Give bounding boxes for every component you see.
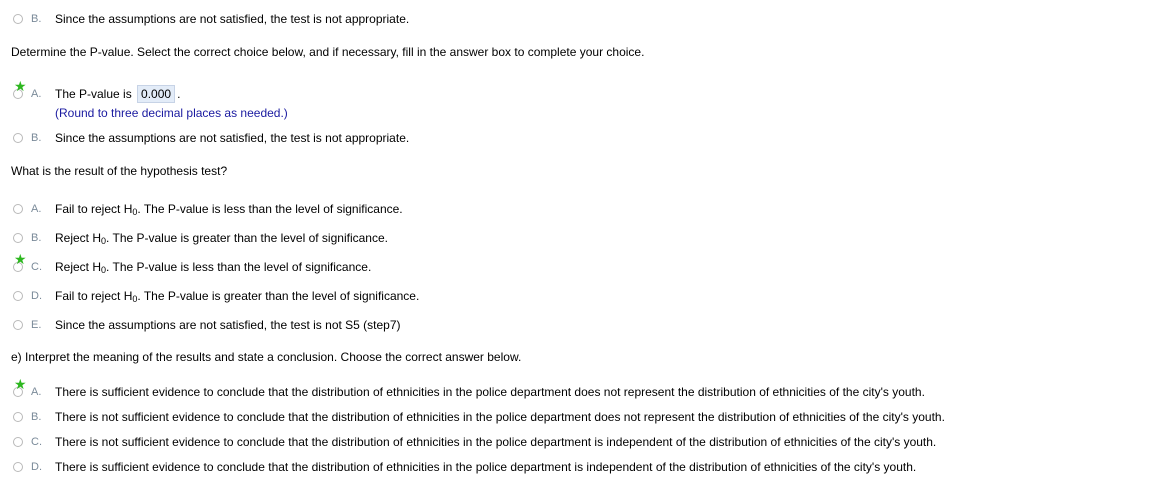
star-icon: ★ xyxy=(14,251,27,267)
choice-text-after: . xyxy=(177,87,181,101)
choice-letter: D. xyxy=(31,290,42,302)
radio-icon[interactable] xyxy=(13,412,23,422)
question-prompt: e) Interpret the meaning of the results and state a conclusion. Choose the correct answer below. xyxy=(11,350,522,364)
choice-text: There is sufficient evidence to conclude that the distribution of ethnicities in the police department is independent of the distribution of ethnicities of the city's youth. xyxy=(55,460,917,474)
choice-letter: E. xyxy=(31,319,42,331)
choice-letter: B. xyxy=(31,232,42,244)
choice-text: Since the assumptions are not satisfied, the test is not S5 (step7) xyxy=(55,318,401,332)
radio-icon[interactable] xyxy=(13,437,23,447)
choice-letter: B. xyxy=(31,411,42,423)
choice-text: Reject $H_0$. The P-value is greater than the level of significance. xyxy=(55,231,388,246)
answer-box[interactable]: 0.000 xyxy=(137,85,175,103)
radio-icon[interactable] xyxy=(13,233,23,243)
choice-text-before: The P-value is xyxy=(55,87,132,101)
choice-text: Since the assumptions are not satisfied, the test is not appropriate. xyxy=(55,12,410,26)
question-prompt: Determine the P-value. Select the correct choice below, and if necessary, fill in the answer box to complete your choice. xyxy=(11,45,645,59)
choice-text: Fail to reject $H_0$. The P-value is greater than the level of significance. xyxy=(55,289,420,304)
radio-icon[interactable] xyxy=(13,204,23,214)
choice-text: Reject $H_0$. The P-value is less than the level of significance. xyxy=(55,260,372,275)
choice-letter: B. xyxy=(31,132,42,144)
choice-letter: A. xyxy=(31,88,42,100)
radio-icon[interactable] xyxy=(13,14,23,24)
star-icon: ★ xyxy=(14,376,27,392)
radio-icon[interactable] xyxy=(13,462,23,472)
choice-letter: D. xyxy=(31,461,42,473)
choice-letter: B. xyxy=(31,13,42,25)
choice-text: There is not sufficient evidence to conclude that the distribution of ethnicities in the police department does not represent the distribution of ethnicities of the city's youth. xyxy=(55,410,945,424)
choice-text: There is not sufficient evidence to conclude that the distribution of ethnicities in the police department is independent of the distribution of ethnicities of the city's youth. xyxy=(55,435,937,449)
choice-text: There is sufficient evidence to conclude that the distribution of ethnicities in the police department does not represent the distribution of ethnicities of the city's youth. xyxy=(55,385,925,399)
choice-letter: C. xyxy=(31,436,42,448)
radio-icon[interactable] xyxy=(13,291,23,301)
rounding-hint: (Round to three decimal places as needed.) xyxy=(55,106,288,120)
choice-text: Since the assumptions are not satisfied, the test is not appropriate. xyxy=(55,131,410,145)
question-prompt: What is the result of the hypothesis test? xyxy=(11,164,228,178)
choice-text xyxy=(55,85,180,103)
radio-icon[interactable] xyxy=(13,133,23,143)
choice-text: Fail to reject $H_0$. The P-value is less than the level of significance. xyxy=(55,202,403,217)
radio-icon[interactable] xyxy=(13,320,23,330)
choice-letter: A. xyxy=(31,386,42,398)
choice-letter: C. xyxy=(31,261,42,273)
star-icon: ★ xyxy=(14,78,27,94)
choice-letter: A. xyxy=(31,203,42,215)
